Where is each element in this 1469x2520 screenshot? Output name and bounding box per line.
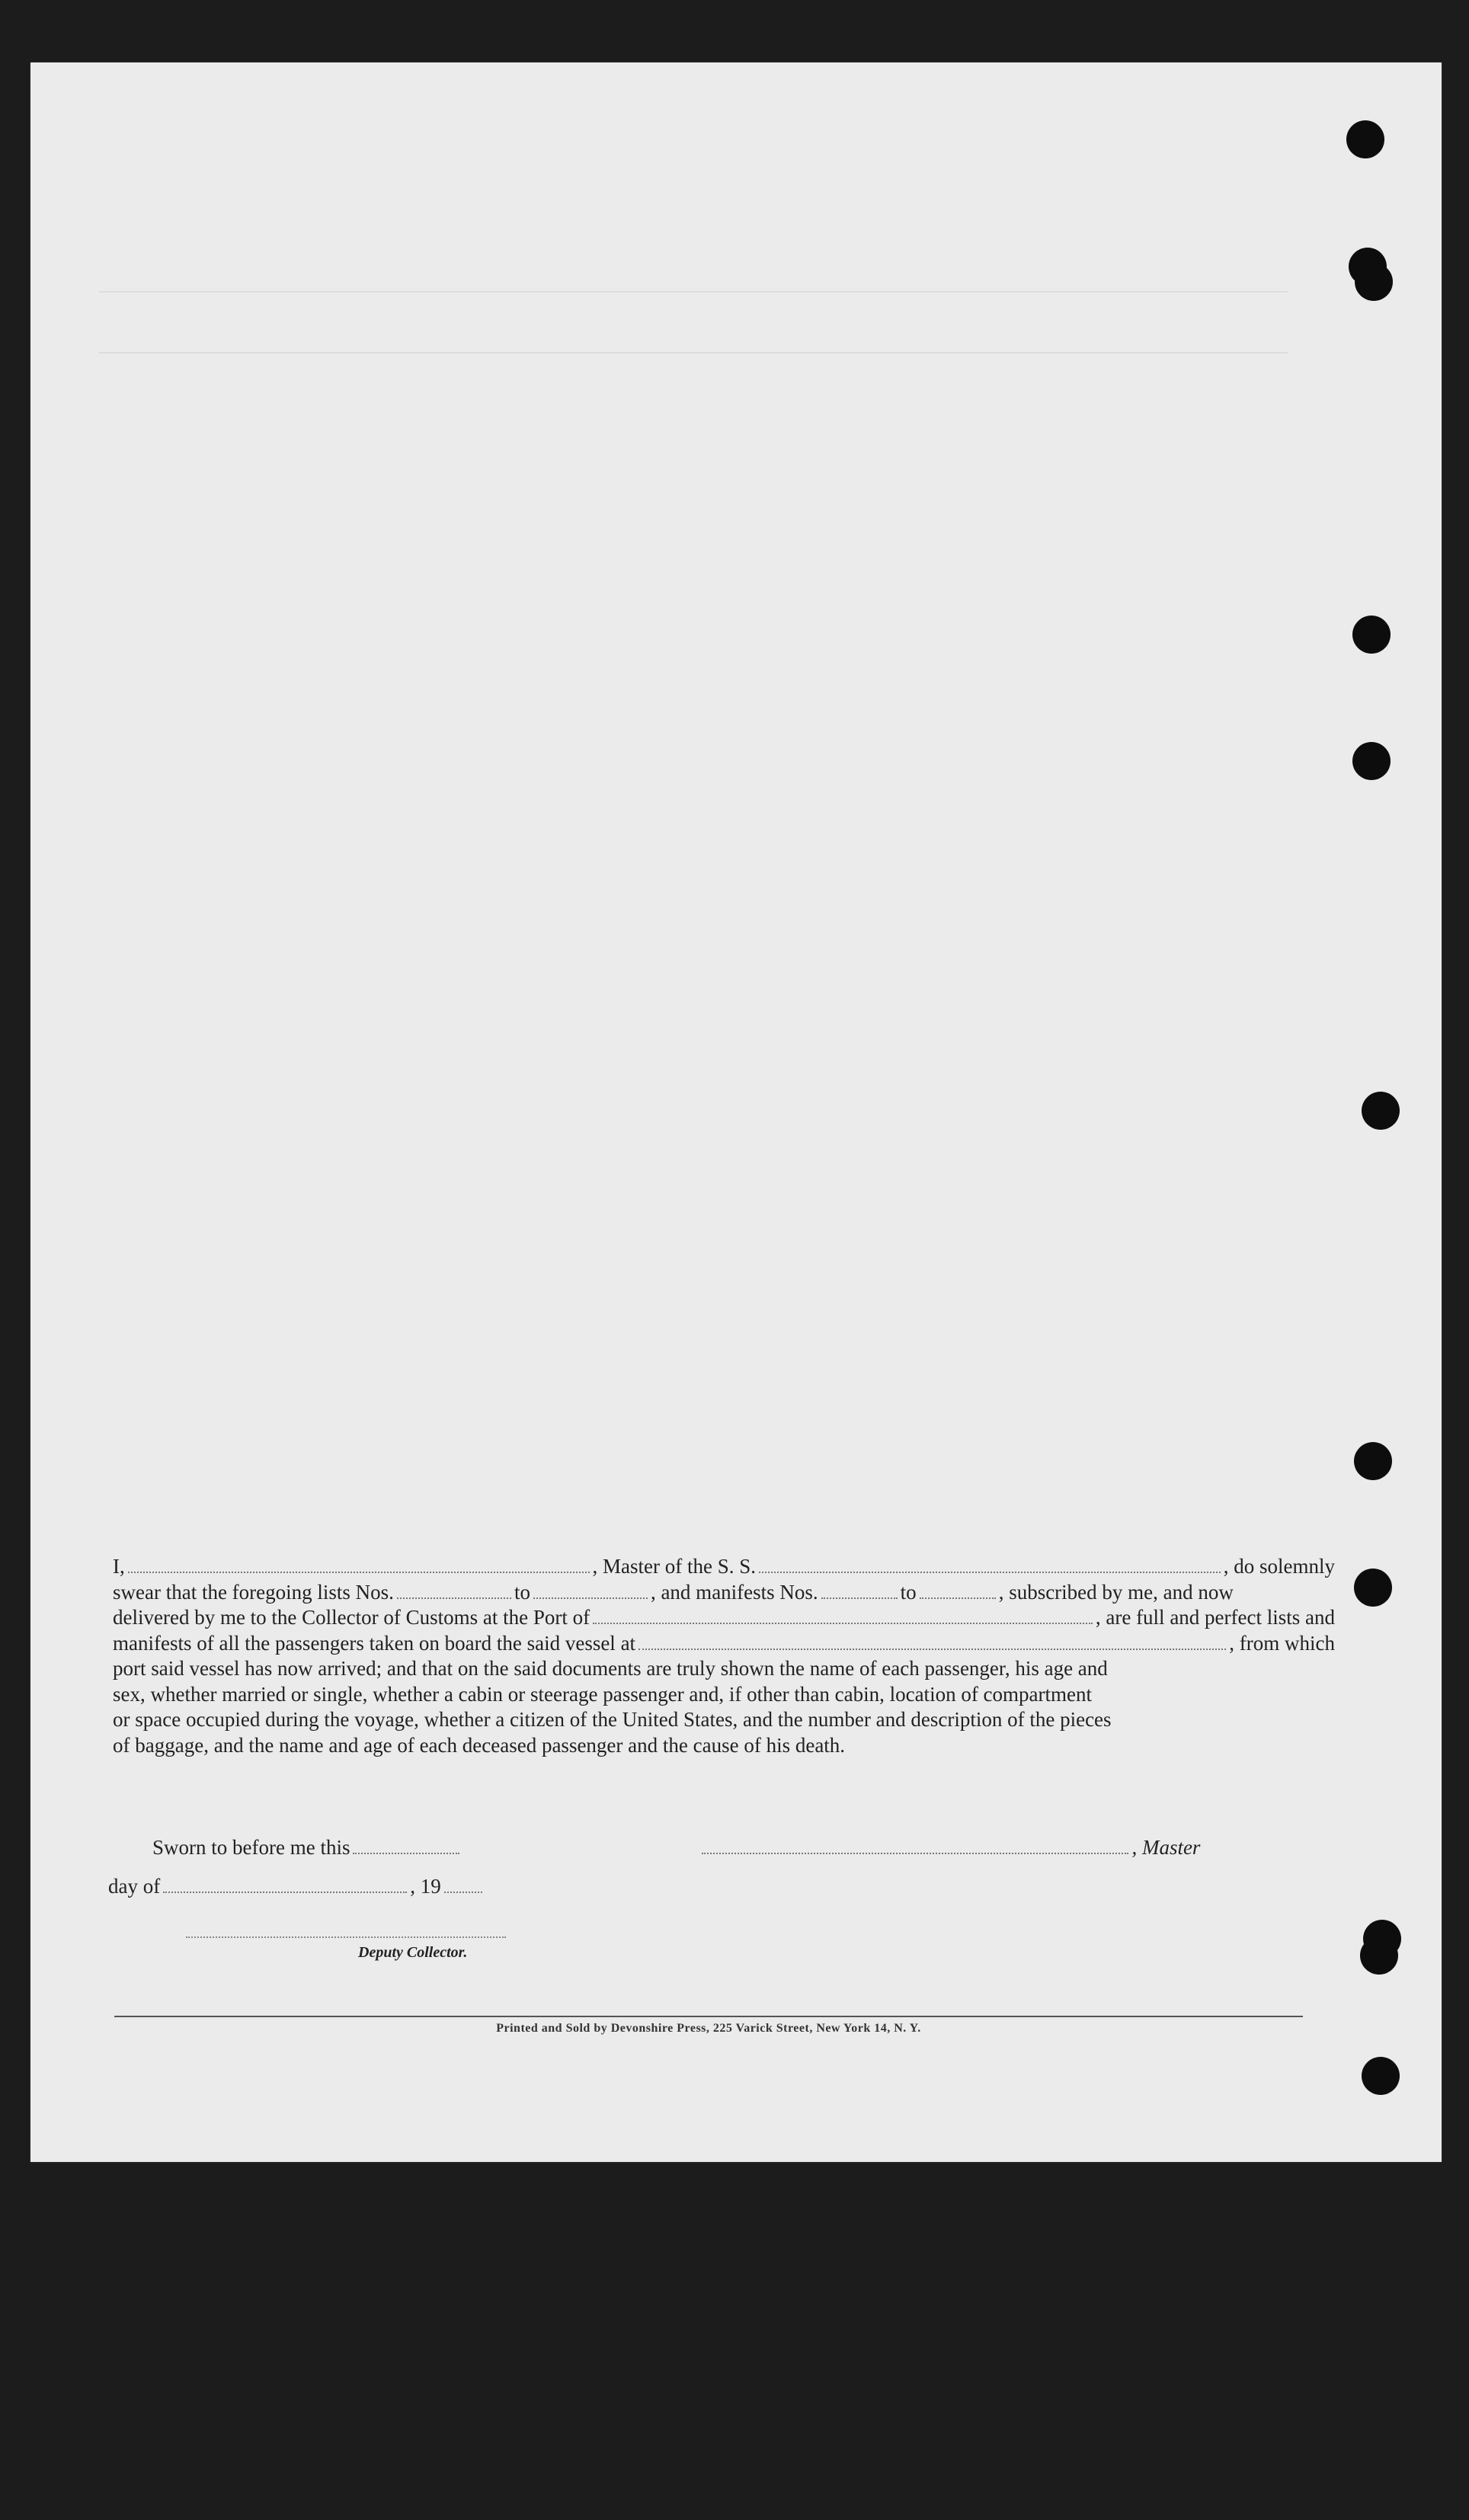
port-field[interactable] [593,1609,1093,1624]
punch-hole [1362,1092,1400,1130]
show-through-rule [99,352,1288,353]
oath-text: to [900,1580,917,1604]
oath-text: I, [113,1555,125,1578]
footer-rule [114,2016,1303,2017]
punch-hole [1346,120,1384,158]
lists-to-field[interactable] [533,1584,648,1599]
sworn-block [108,1836,1341,1898]
oath-text: swear that the foregoing lists Nos. [113,1580,394,1604]
punch-hole [1354,1442,1392,1480]
manifests-from-field[interactable] [821,1584,898,1599]
punch-hole [1362,2057,1400,2095]
day-of-label: day of [108,1875,161,1898]
oath-text: , from which [1229,1631,1335,1655]
document-page [30,62,1442,2162]
manifests-to-field[interactable] [920,1584,996,1599]
oath-text: , Master of the S. S. [592,1555,756,1578]
oath-text: , do solemnly [1223,1555,1336,1578]
oath-text: manifests of all the passengers taken on board the said vessel at [113,1631,636,1655]
punch-hole [1352,742,1391,780]
master-label: , Master [1131,1836,1201,1859]
oath-text: delivered by me to the Collector of Customs at the Port of [113,1606,590,1629]
oath-text: to [514,1580,530,1604]
punch-hole [1352,616,1391,654]
deputy-signature-field[interactable] [186,1936,506,1938]
sworn-label: Sworn to before me this [152,1836,350,1859]
printer-credit: Printed and Sold by Devonshire Press, 225 Varick Street, New York 14, N. Y. [496,2022,921,2035]
show-through-rule [99,291,1288,293]
year-label: , 19 [410,1875,441,1898]
punch-hole [1360,1936,1398,1975]
oath-text: port said vessel has now arrived; and that on the said documents are truly shown the name of each passenger, his age and [113,1657,1108,1680]
master-name-field[interactable] [128,1558,590,1573]
sworn-date-field[interactable] [353,1839,459,1854]
punch-hole [1354,1569,1392,1607]
oath-text: , subscribed by me, and now [998,1580,1234,1604]
oath-text: or space occupied during the voyage, whether a citizen of the United States, and the number and description of the pieces [113,1708,1112,1731]
punch-hole [1355,263,1393,301]
year-field[interactable] [444,1878,482,1893]
departure-port-field[interactable] [638,1635,1226,1650]
month-field[interactable] [163,1878,407,1893]
oath-text: sex, whether married or single, whether a cabin or steerage passenger and, if other than cabin, location of compartment [113,1682,1093,1706]
deputy-collector-label: Deputy Collector. [358,1944,468,1961]
master-signature-field[interactable] [702,1839,1128,1854]
master-oath-text [113,1554,1335,1758]
oath-text: , and manifests Nos. [650,1580,818,1604]
lists-from-field[interactable] [397,1584,511,1599]
ship-name-field[interactable] [759,1558,1221,1573]
oath-text: of baggage, and the name and age of each deceased passenger and the cause of his death. [113,1733,846,1757]
oath-text: , are full and perfect lists and [1095,1606,1335,1629]
